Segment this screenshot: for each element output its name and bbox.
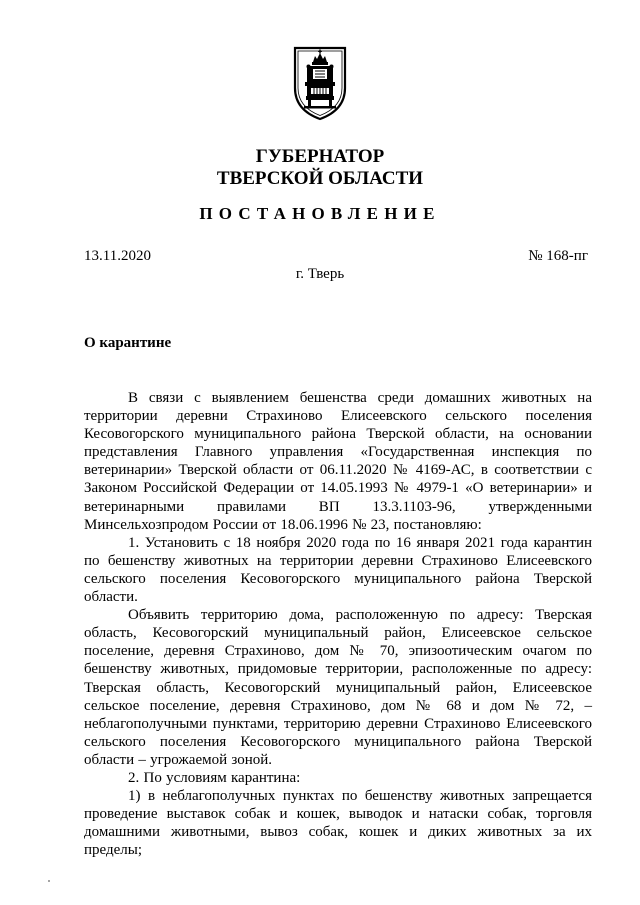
issuing-authority [0,146,640,190]
document-city: г. Тверь [295,266,345,282]
coat-of-arms-emblem [291,44,349,122]
body-paragraph-4: 2. По условиям карантина: [128,769,301,786]
document-type: ПОСТАНОВЛЕНИЕ [199,204,441,223]
document-date: 13.11.2020 [84,248,151,264]
authority-line-2: ТВЕРСКОЙ ОБЛАСТИ [216,168,424,189]
document-subject: О карантине [84,335,172,351]
body-paragraph-2: 1. Установить с 18 ноября 2020 года по 16 января 2021 года карантин по бешенству животных на территории деревни Страхиново Елисеевского сельского поселения Кесовогорского муниципального района Тверской области. [84,534,592,606]
authority-line-1: ГУБЕРНАТОР [255,146,385,167]
document-body [84,389,592,859]
scan-speck [48,880,50,882]
document-number: № 168-пг [528,248,588,264]
body-paragraph-3: Объявить территорию дома, расположенную по адресу: Тверская область, Кесовогорский муниципальный район, Елисеевское сельское поселение, деревня Страхиново, дом № 70, эпизоотическим очагом по бешенству животных, придомовые территории, расположенные по адресу: Тверская область, Кесовогорский муниципальный район, Елисеевское сельское поселение, деревня Страхиново, дом № 68 и дом № 72, – неблагополучными пунктами, территорию деревни Страхиново Елисеевского сельского поселения Кесовогорского муниципального района Тверской области – угрожаемой зоной. [84,607,592,768]
body-paragraph-5: 1) в неблагополучных пунктах по бешенству животных запрещается проведение выставок собак и кошек, выводок и натаски собак, торговля домашними животными, вывоз собак, кошек и диких животных за их пределы; [84,788,592,859]
body-paragraph-1: В связи с выявлением бешенства среди домашних животных на территории деревни Страхиново Елисеевского сельского поселения Кесовогорского муниципального района Тверской области, на основании представления Главного управления «Государственная инспекция по ветеринарии» Тверской области от 06.11.2020 № 4169-АС, в соответствии с Законом Российской Федерации от 14.05.1993 № 4979-1 «О ветеринарии» и ветеринарными правилами ВП 13.3.1103-96, утвержденными Минсельхозпродом России от 18.06.1996 № 23, постановляю: [84,390,592,533]
